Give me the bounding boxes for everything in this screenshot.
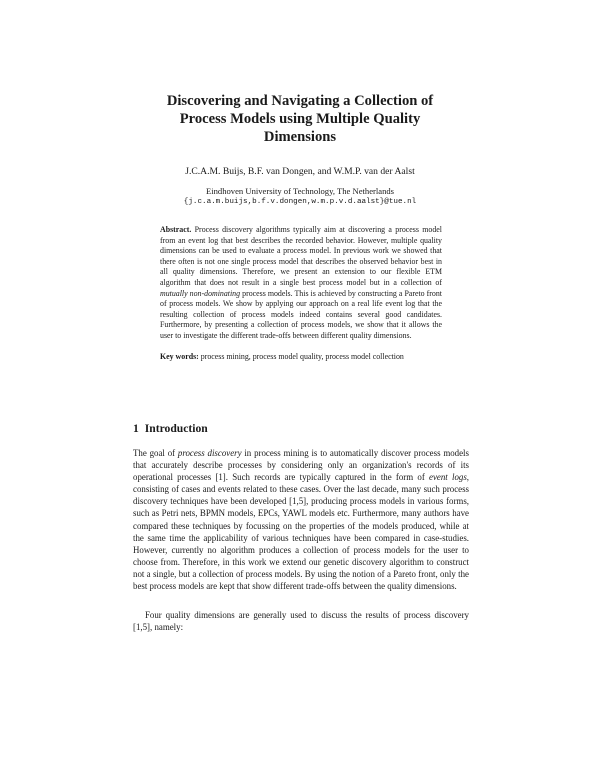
title-line: Dimensions (263, 129, 337, 145)
author-emails: {j.c.a.m.buijs,b.f.v.dongen,w.m.p.v.d.aalst}@tue.nl (183, 198, 417, 206)
abstract-text: Process discovery algorithms typically aim at discovering a process model from an event log that best describes the recorded behavior. However, multiple quality dimensions can be used to evaluate a process model. In previous work we showed that there often is not one single process model that describes the observed behavior best in all quality dimensions. Therefore, we present an extension to our flexible ETM algorithm that does not result in a single best process model but in a collection of (160, 225, 442, 287)
abstract-emphasis: mutually non-dominating (160, 288, 241, 298)
emphasis-process-discovery: process discovery (177, 448, 242, 458)
body-text-run: The goal of (133, 448, 178, 458)
section-heading (133, 422, 208, 436)
abstract-label: Abstract. (160, 225, 192, 234)
body-text-run: , consisting of cases and events related to these cases. Over the last decade, many such process discovery techniques have been developed [1,5], producing process models in various forms, such as Petri nets, BPMN models, EPCs, YAWL models etc. Furthermore, many authors have compared these techniques by focussing on the properties of the models produced, while at the same time the applicability of various techniques have been compared in case-studies. However, currently no algorithm produces a collection of process models for the user to choose from. Therefore, in this work we extend our genetic discovery algorithm to construct not a single, but a collection of process models. By using the notion of a Pareto front, only the best process models are kept that show different trade-offs between the quality dimensions. (133, 472, 470, 592)
keywords (160, 352, 442, 363)
keywords-text: process mining, process model quality, process model collection (200, 352, 404, 361)
abstract (160, 225, 442, 342)
affiliation-block (110, 186, 490, 208)
title-line: Discovering and Navigating a Collection of (166, 93, 434, 109)
paper-title (110, 92, 490, 146)
section-title: Introduction (144, 422, 208, 435)
section-number: 1 (133, 422, 139, 435)
body-paragraph (133, 447, 469, 592)
keywords-label: Key words: (160, 352, 199, 361)
affiliation: Eindhoven University of Technology, The Netherlands (205, 186, 395, 196)
body-text-run: in process mining is to automatically discover process models that accurately describe processes by considering only an organization's records of its operational processes [1]. Such records are typically captured in the form of (133, 448, 469, 483)
author-list: J.C.A.M. Buijs, B.F. van Dongen, and W.M.P. van der Aalst (185, 166, 415, 177)
title-line: Process Models using Multiple Quality (179, 111, 421, 127)
abstract-text: process models. This is achieved by constructing a Pareto front of process models. We show by applying our approach on a real life event log that the resulting collection of process models indeed contains several good candidates. Furthermore, by presenting a collection of process models, we show that it allows the user to investigate the different trade-offs between different quality dimensions. (160, 288, 442, 340)
emphasis-event-logs: event logs (429, 472, 467, 483)
body-paragraph: Four quality dimensions are generally used to discuss the results of process discovery [1,5], namely: (133, 610, 469, 633)
